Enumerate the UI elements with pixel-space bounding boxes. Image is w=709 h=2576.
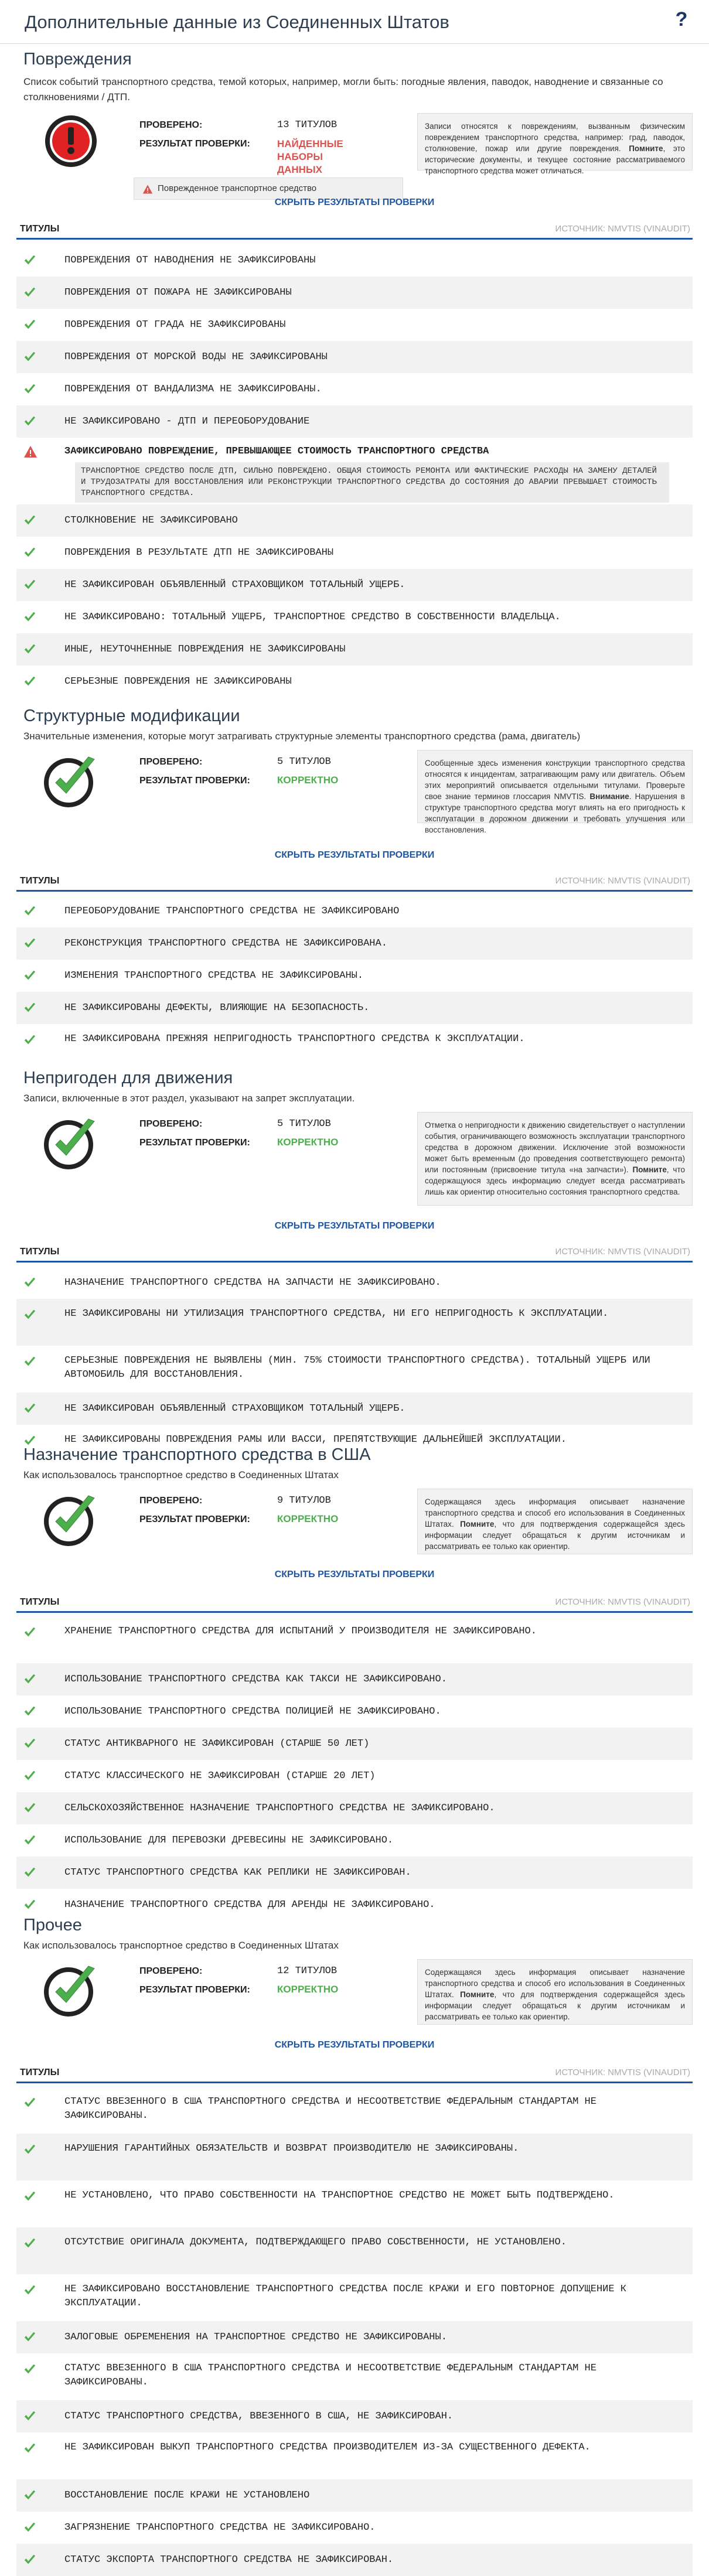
table-row [16, 992, 693, 1024]
result-label: РЕЗУЛЬТАТ ПРОВЕРКИ: [139, 776, 250, 786]
section-title: Повреждения [23, 50, 132, 69]
table-row [16, 504, 693, 537]
check-icon [23, 937, 36, 953]
section-description: Как использовалось транспортное средство в Соединенных Штатах [23, 1940, 339, 1951]
row-text: НЕ ЗАФИКСИРОВАНО ВОССТАНОВЛЕНИЕ ТРАНСПОРТНОГО СРЕДСТВА ПОСЛЕ КРАЖИ И ЕГО ПОВТОРНОЕ ДОПУЩЕНИЕ К ЭКСПЛУАТАЦИИ. [64, 2284, 626, 2309]
check-icon [23, 2363, 36, 2379]
table-row-warning [16, 438, 693, 504]
table-row [16, 1728, 693, 1760]
table-row [16, 633, 693, 666]
result-label: РЕЗУЛЬТАТ ПРОВЕРКИ: [139, 1514, 250, 1524]
table-row [16, 2274, 693, 2321]
table-row [16, 1760, 693, 1792]
check-icon [23, 2442, 36, 2458]
check-icon [23, 2410, 36, 2426]
section-title: Назначение транспортного средства в США [23, 1445, 371, 1464]
check-icon [23, 2553, 36, 2570]
row-text: ПОВРЕЖДЕНИЯ ОТ ПОЖАРА НЕ ЗАФИКСИРОВАНЫ [64, 287, 292, 298]
row-text: ИСПОЛЬЗОВАНИЕ ТРАНСПОРТНОГО СРЕДСТВА ПОЛИЦИЕЙ НЕ ЗАФИКСИРОВАНО. [64, 1706, 441, 1717]
section-description: Как использовалось транспортное средство в Соединенных Штатах [23, 1469, 339, 1480]
section-description: Список событий транспортного средства, темой которых, например, могли быть: погодные явления, паводок, наводнение и связанные со столкновениями / ДТП. [23, 76, 663, 103]
checked-label: ПРОВЕРЕНО: [139, 1119, 203, 1129]
table-row [16, 1425, 693, 1472]
check-icon [23, 1866, 36, 1882]
note-tail: , это исторические документы, и текущее состояние рассматриваемого транспортного средства может отличаться. [425, 144, 685, 175]
result-label: РЕЗУЛЬТАТ ПРОВЕРКИ: [139, 1138, 250, 1148]
check-icon [23, 1626, 36, 1642]
checked-value: 9 ТИТУЛОВ [277, 1495, 331, 1506]
check-icon [23, 2143, 36, 2159]
checked-label: ПРОВЕРЕНО: [139, 1966, 203, 1976]
column-titles: ТИТУЛЫ [20, 2067, 60, 2077]
table-row [16, 1346, 693, 1393]
table-row [16, 2432, 693, 2479]
row-text: ИНЫЕ, НЕУТОЧНЕННЫЕ ПОВРЕЖДЕНИЯ НЕ ЗАФИКСИРОВАНЫ [64, 644, 346, 655]
check-icon [23, 1001, 36, 1018]
result-value: НАЙДЕННЫЕ НАБОРЫ ДАННЫХ [277, 138, 343, 175]
note-tail: , что для подтверждения содержащейся здесь информации следует обращаться к другим источникам и рассматривать ее только как ориентир. [425, 1520, 685, 1551]
table-row [16, 895, 693, 927]
checked-value: 13 ТИТУЛОВ [277, 120, 338, 131]
check-icon [23, 1834, 36, 1850]
table-row [16, 373, 693, 405]
row-text: НЕ ЗАФИКСИРОВАНА ПРЕЖНЯЯ НЕПРИГОДНОСТЬ ТРАНСПОРТНОГО СРЕДСТВА К ЭКСПЛУАТАЦИИ. [64, 1033, 525, 1045]
result-label: РЕЗУЛЬТАТ ПРОВЕРКИ: [139, 139, 250, 149]
table-row [16, 2544, 693, 2576]
row-text: НАРУШЕНИЯ ГАРАНТИЙНЫХ ОБЯЗАТЕЛЬСТВ И ВОЗВРАТ ПРОИЗВОДИТЕЛЮ НЕ ЗАФИКСИРОВАНЫ. [64, 2143, 519, 2154]
warning-icon [23, 445, 38, 462]
checked-value: 5 ТИТУЛОВ [277, 756, 331, 767]
check-icon [23, 969, 36, 985]
hide-results-link[interactable]: СКРЫТЬ РЕЗУЛЬТАТЫ ПРОВЕРКИ [274, 2040, 435, 2050]
check-icon [23, 514, 36, 530]
table-row [16, 666, 693, 698]
page-title: Дополнительные данные из Соединенных Штатов [25, 12, 449, 32]
titles-table-header [16, 1592, 693, 1613]
hide-results-link[interactable]: СКРЫТЬ РЕЗУЛЬТАТЫ ПРОВЕРКИ [274, 850, 435, 860]
check-icon [23, 2237, 36, 2253]
damaged-vehicle-chip [134, 178, 403, 200]
row-text: СЕРЬЕЗНЫЕ ПОВРЕЖДЕНИЯ НЕ ВЫЯВЛЕНЫ (МИН. 75% СТОИМОСТИ ТРАНСПОРТНОГО СРЕДСТВА). ТОТАЛЬНЫЙ УЩЕРБ ИЛИ АВТОМОБИЛЬ ДЛЯ ВОССТАНОВЛЕНИЯ. [64, 1355, 650, 1380]
table-row [16, 2134, 693, 2181]
row-text: НЕ ЗАФИКСИРОВАНЫ ПОВРЕЖДЕНИЯ РАМЫ ИЛИ ВАССИ, ПРЕПЯТСТВУЮЩИЕ ДАЛЬНЕЙШЕЙ ЭКСПЛУАТАЦИИ. [64, 1434, 567, 1445]
row-text: СТАТУС ЭКСПОРТА ТРАНСПОРТНОГО СРЕДСТВА НЕ ЗАФИКСИРОВАН. [64, 2554, 394, 2565]
row-text: ХРАНЕНИЕ ТРАНСПОРТНОГО СРЕДСТВА ДЛЯ ИСПЫТАНИЙ У ПРОИЗВОДИТЕЛЯ НЕ ЗАФИКСИРОВАНО. [64, 1626, 537, 1637]
row-text: НЕ ЗАФИКСИРОВАНЫ ДЕФЕКТЫ, ВЛИЯЮЩИЕ НА БЕЗОПАСНОСТЬ. [64, 1002, 370, 1014]
check-icon [23, 905, 36, 921]
check-icon [23, 1355, 36, 1371]
table-row [16, 1663, 693, 1695]
alert-icon [43, 113, 99, 172]
row-text: ИСПОЛЬЗОВАНИЕ ДЛЯ ПЕРЕВОЗКИ ДРЕВЕСИНЫ НЕ ЗАФИКСИРОВАНО. [64, 1835, 394, 1846]
table-row [16, 405, 693, 438]
row-text: СТОЛКНОВЕНИЕ НЕ ЗАФИКСИРОВАНО [64, 515, 238, 526]
info-note [417, 1112, 693, 1206]
check-badge-icon [43, 1115, 99, 1175]
row-text: РЕКОНСТРУКЦИЯ ТРАНСПОРТНОГО СРЕДСТВА НЕ ЗАФИКСИРОВАНА. [64, 938, 387, 949]
section-description: Значительные изменения, которые могут затрагивать структурные элементы транспортного средства (рама, двигатель) [23, 731, 581, 742]
section-description: Записи, включенные в этот раздел, указывают на запрет эксплуатации. [23, 1093, 355, 1104]
table-row [16, 244, 693, 277]
note-tail: . Нарушения в структуре транспортного средства могут влиять на его пригодность к эксплуатации в дорожном движении и требовать улучшения или восстановления. [425, 792, 685, 834]
note-text: Содержащаяся здесь информация описывает назначение транспортного средства и способ его использования в Соединенных Штатах. [425, 1497, 685, 1528]
row-text: СТАТУС АНТИКВАРНОГО НЕ ЗАФИКСИРОВАН (СТАРШЕ 50 ЛЕТ) [64, 1738, 370, 1749]
check-icon [23, 675, 36, 691]
damaged-vehicle-label: Поврежденное транспортное средство [158, 183, 317, 193]
titles-table-header [16, 219, 693, 240]
check-icon [23, 350, 36, 367]
column-source: ИСТОЧНИК: NMVTIS (VINAUDIT) [555, 876, 690, 886]
result-value: КОРРЕКТНО [277, 1137, 339, 1148]
note-emphasis: Помните [629, 144, 663, 153]
row-text: ЗАЛОГОВЫЕ ОБРЕМЕНЕНИЯ НА ТРАНСПОРТНОЕ СРЕДСТВО НЕ ЗАФИКСИРОВАНЫ. [64, 2332, 447, 2343]
table-row [16, 2087, 693, 2134]
checked-label: ПРОВЕРЕНО: [139, 757, 203, 767]
hide-results-link[interactable]: СКРЫТЬ РЕЗУЛЬТАТЫ ПРОВЕРКИ [274, 1570, 435, 1579]
table-row [16, 1824, 693, 1857]
result-value: КОРРЕКТНО [277, 774, 339, 786]
page-header [0, 0, 709, 44]
row-text: СТАТУС КЛАССИЧЕСКОГО НЕ ЗАФИКСИРОВАН (СТАРШЕ 20 ЛЕТ) [64, 1770, 376, 1782]
help-icon[interactable]: ? [675, 8, 688, 30]
table-row [16, 1695, 693, 1728]
table-row [16, 2400, 693, 2432]
column-titles: ТИТУЛЫ [20, 1247, 60, 1257]
table-row [16, 927, 693, 960]
section-title: Прочее [23, 1916, 82, 1934]
titles-table-header [16, 2062, 693, 2083]
checked-label: ПРОВЕРЕНО: [139, 1496, 203, 1506]
check-icon [23, 1705, 36, 1721]
row-text: ПОВРЕЖДЕНИЯ ОТ ВАНДАЛИЗМА НЕ ЗАФИКСИРОВАНЫ. [64, 384, 322, 395]
check-icon [23, 610, 36, 627]
table-row [16, 1616, 693, 1663]
info-note [417, 1489, 693, 1554]
check-icon [23, 254, 36, 270]
note-text: Сообщенные здесь изменения конструкции транспортного средства относятся к инцидентам, затрагивающим раму или двигатель. Объем этих мероприятий описывается отдельными титулами. Проверьте свое знание терминов глоссария NMVTIS. [425, 759, 685, 801]
table-row [16, 2227, 693, 2274]
check-icon [23, 1434, 36, 1451]
row-text: НЕ ЗАФИКСИРОВАНО - ДТП И ПЕРЕОБОРУДОВАНИЕ [64, 416, 310, 427]
info-note [417, 1959, 693, 2025]
row-text: СЕРЬЕЗНЫЕ ПОВРЕЖДЕНИЯ НЕ ЗАФИКСИРОВАНЫ [64, 676, 292, 687]
titles-table-header [16, 871, 693, 892]
check-icon [23, 1033, 36, 1050]
table-row [16, 277, 693, 309]
row-text: НЕ ЗАФИКСИРОВАНО: ТОТАЛЬНЫЙ УЩЕРБ, ТРАНСПОРТНОЕ СРЕДСТВО В СОБСТВЕННОСТИ ВЛАДЕЛЬЦА. [64, 612, 561, 623]
check-icon [23, 1802, 36, 1818]
note-text: Содержащаяся здесь информация описывает назначение транспортного средства и способ его использования в Соединенных Штатах. [425, 1968, 685, 1999]
check-icon [23, 1402, 36, 1418]
check-icon [23, 383, 36, 399]
check-icon [23, 286, 36, 302]
note-tail: , что содержащуюся здесь информацию следует всегда рассматривать лишь как ориентир относительно состояния транспортного средства. [425, 1165, 685, 1196]
table-row [16, 1393, 693, 1425]
result-value: КОРРЕКТНО [277, 1984, 339, 1995]
column-source: ИСТОЧНИК: NMVTIS (VINAUDIT) [555, 1247, 690, 1257]
column-source: ИСТОЧНИК: NMVTIS (VINAUDIT) [555, 224, 690, 234]
table-row [16, 1267, 693, 1299]
checked-value: 5 ТИТУЛОВ [277, 1118, 331, 1130]
info-note [417, 750, 693, 834]
note-emphasis: Помните [460, 1990, 495, 1999]
row-text: СТАТУС ТРАНСПОРТНОГО СРЕДСТВА КАК РЕПЛИКИ НЕ ЗАФИКСИРОВАН. [64, 1867, 411, 1878]
column-source: ИСТОЧНИК: NMVTIS (VINAUDIT) [555, 1597, 690, 1607]
check-badge-icon [43, 1492, 99, 1551]
section-title: Структурные модификации [23, 707, 240, 725]
check-icon [23, 2096, 36, 2113]
table-row [16, 2321, 693, 2353]
table-row [16, 341, 693, 373]
check-icon [23, 578, 36, 595]
row-text: ПОВРЕЖДЕНИЯ ОТ НАВОДНЕНИЯ НЕ ЗАФИКСИРОВАНЫ [64, 255, 316, 266]
check-icon [23, 643, 36, 659]
table-row [16, 960, 693, 992]
checked-value: 12 ТИТУЛОВ [277, 1966, 338, 1977]
check-icon [23, 1673, 36, 1689]
info-note [417, 113, 693, 175]
row-text: НЕ ЗАФИКСИРОВАН ВЫКУП ТРАНСПОРТНОГО СРЕДСТВА ПРОИЗВОДИТЕЛЕМ ИЗ-ЗА СУЩЕСТВЕННОГО ДЕФЕКТА. [64, 2442, 591, 2453]
note-text: Отметка о непригодности к движению свидетельствует о наступлении события, ограничивающего возможность эксплуатации транспортного средства в дорожном движении. Исключение этой возможности может быть временным (до проведения соответствующего ремонта) или постоянным (присвоение титула «на запчасти»). [425, 1121, 685, 1174]
table-row [16, 2353, 693, 2400]
hide-results-link[interactable]: СКРЫТЬ РЕЗУЛЬТАТЫ ПРОВЕРКИ [274, 197, 435, 207]
row-text: НАЗНАЧЕНИЕ ТРАНСПОРТНОГО СРЕДСТВА ДЛЯ АРЕНДЫ НЕ ЗАФИКСИРОВАНО. [64, 1899, 435, 1910]
warning-row-details: ТРАНСПОРТНОЕ СРЕДСТВО ПОСЛЕ ДТП, СИЛЬНО ПОВРЕЖДЕНО. ОБЩАЯ СТОИМОСТЬ РЕМОНТА ИЛИ ФАКТИЧЕСКИЕ РАСХОДЫ НА ЗАМЕНУ ДЕТАЛЕЙ И ТРУДОЗАТРАТЫ ДЛЯ ВОССТАНОВЛЕНИЯ ИЛИ РЕКОНСТРУКЦИИ ТРАНСПОРТНОГО СРЕДСТВА ДО СОСТОЯНИЯ ДО АВАРИИ ПРЕВЫШАЕТ СТОИМОСТЬ ТРАНСПОРТНОГО СРЕДСТВА. [75, 462, 669, 503]
row-text: ПОВРЕЖДЕНИЯ ОТ МОРСКОЙ ВОДЫ НЕ ЗАФИКСИРОВАНЫ [64, 352, 328, 363]
row-text: ПОВРЕЖДЕНИЯ В РЕЗУЛЬТАТЕ ДТП НЕ ЗАФИКСИРОВАНЫ [64, 547, 334, 558]
table-row [16, 2181, 693, 2227]
row-text: ПЕРЕОБОРУДОВАНИЕ ТРАНСПОРТНОГО СРЕДСТВА НЕ ЗАФИКСИРОВАНО [64, 906, 400, 917]
table-row [16, 537, 693, 569]
row-text: ИЗМЕНЕНИЯ ТРАНСПОРТНОГО СРЕДСТВА НЕ ЗАФИКСИРОВАНЫ. [64, 970, 364, 981]
result-label: РЕЗУЛЬТАТ ПРОВЕРКИ: [139, 1985, 250, 1995]
column-titles: ТИТУЛЫ [20, 876, 60, 886]
check-icon [23, 1308, 36, 1325]
check-icon [23, 2190, 36, 2206]
table-row [16, 1299, 693, 1346]
row-text: ОТСУТСТВИЕ ОРИГИНАЛА ДОКУМЕНТА, ПОДТВЕРЖДАЮЩЕГО ПРАВО СОБСТВЕННОСТИ, НЕ УСТАНОВЛЕНО. [64, 2237, 567, 2248]
check-icon [23, 415, 36, 431]
row-text: СТАТУС ВВЕЗЕННОГО В США ТРАНСПОРТНОГО СРЕДСТВА И НЕСООТВЕТСТВИЕ ФЕДЕРАЛЬНЫМ СТАНДАРТАМ НЕ ЗАФИКСИРОВАНЫ. [64, 2363, 596, 2388]
row-text: НЕ ЗАФИКСИРОВАНЫ НИ УТИЛИЗАЦИЯ ТРАНСПОРТНОГО СРЕДСТВА, НИ ЕГО НЕПРИГОДНОСТЬ К ЭКСПЛУАТАЦИИ. [64, 1308, 609, 1319]
check-icon [23, 1898, 36, 1915]
table-row [16, 2479, 693, 2512]
row-text: СЕЛЬСКОХОЗЯЙСТВЕННОЕ НАЗНАЧЕНИЕ ТРАНСПОРТНОГО СРЕДСТВА НЕ ЗАФИКСИРОВАНО. [64, 1803, 495, 1814]
check-icon [23, 546, 36, 562]
row-text: НЕ ЗАФИКСИРОВАН ОБЪЯВЛЕННЫЙ СТРАХОВЩИКОМ ТОТАЛЬНЫЙ УЩЕРБ. [64, 579, 405, 591]
note-emphasis: Внимание [589, 792, 629, 801]
note-text: Записи относятся к повреждениям, вызванным физическим повреждением транспортного средства, например: град, паводок, столкновение, пожар или другие повреждения. [425, 122, 685, 153]
check-icon [23, 2284, 36, 2300]
row-text: ЗАГРЯЗНЕНИЕ ТРАНСПОРТНОГО СРЕДСТВА НЕ ЗАФИКСИРОВАНО. [64, 2522, 376, 2533]
row-text: НЕ ЗАФИКСИРОВАН ОБЪЯВЛЕННЫЙ СТРАХОВЩИКОМ ТОТАЛЬНЫЙ УЩЕРБ. [64, 1403, 405, 1414]
row-text: ПОВРЕЖДЕНИЯ ОТ ГРАДА НЕ ЗАФИКСИРОВАНЫ [64, 319, 286, 330]
table-row [16, 1024, 693, 1071]
check-badge-icon [43, 1963, 99, 2022]
table-row [16, 309, 693, 341]
column-titles: ТИТУЛЫ [20, 224, 60, 234]
checked-label: ПРОВЕРЕНО: [139, 120, 203, 130]
check-icon [23, 318, 36, 335]
column-source: ИСТОЧНИК: NMVTIS (VINAUDIT) [555, 2067, 690, 2077]
check-icon [23, 1769, 36, 1786]
titles-table-header [16, 1241, 693, 1263]
hide-results-link[interactable]: СКРЫТЬ РЕЗУЛЬТАТЫ ПРОВЕРКИ [274, 1221, 435, 1231]
row-text: НЕ УСТАНОВЛЕНО, ЧТО ПРАВО СОБСТВЕННОСТИ НА ТРАНСПОРТНОЕ СРЕДСТВО НЕ МОЖЕТ БЫТЬ ПОДТВЕРЖДЕНО. [64, 2190, 615, 2201]
row-text: ИСПОЛЬЗОВАНИЕ ТРАНСПОРТНОГО СРЕДСТВА КАК ТАКСИ НЕ ЗАФИКСИРОВАНО. [64, 1674, 447, 1685]
row-text: СТАТУС ТРАНСПОРТНОГО СРЕДСТВА, ВВЕЗЕННОГО В США, НЕ ЗАФИКСИРОВАН. [64, 2411, 454, 2422]
table-row [16, 601, 693, 633]
check-icon [23, 1276, 36, 1292]
warning-row-title: ЗАФИКСИРОВАНО ПОВРЕЖДЕНИЕ, ПРЕВЫШАЮЩЕЕ СТОИМОСТЬ ТРАНСПОРТНОГО СРЕДСТВА [64, 446, 489, 457]
table-row [16, 1792, 693, 1824]
table-row [16, 1857, 693, 1889]
table-row [16, 2512, 693, 2544]
warning-icon [142, 184, 153, 197]
row-text: НАЗНАЧЕНИЕ ТРАНСПОРТНОГО СРЕДСТВА НА ЗАПЧАСТИ НЕ ЗАФИКСИРОВАНО. [64, 1277, 441, 1288]
note-emphasis: Помните [632, 1165, 667, 1174]
note-tail: , что для подтверждения содержащейся здесь информации следует обращаться к другим источникам и рассматривать ее только как ориентир. [425, 1990, 685, 2021]
row-text: СТАТУС ВВЕЗЕННОГО В США ТРАНСПОРТНОГО СРЕДСТВА И НЕСООТВЕТСТВИЕ ФЕДЕРАЛЬНЫМ СТАНДАРТАМ НЕ ЗАФИКСИРОВАНЫ. [64, 2096, 596, 2121]
note-emphasis: Помните [460, 1520, 495, 1528]
check-icon [23, 2331, 36, 2347]
table-row [16, 1889, 693, 1921]
check-icon [23, 2489, 36, 2505]
section-title: Непригоден для движения [23, 1069, 233, 1087]
check-icon [23, 2521, 36, 2537]
table-row [16, 569, 693, 601]
result-value: КОРРЕКТНО [277, 1513, 339, 1524]
check-badge-icon [43, 753, 99, 813]
column-titles: ТИТУЛЫ [20, 1597, 60, 1607]
check-icon [23, 1737, 36, 1753]
row-text: ВОССТАНОВЛЕНИЕ ПОСЛЕ КРАЖИ НЕ УСТАНОВЛЕНО [64, 2490, 310, 2501]
